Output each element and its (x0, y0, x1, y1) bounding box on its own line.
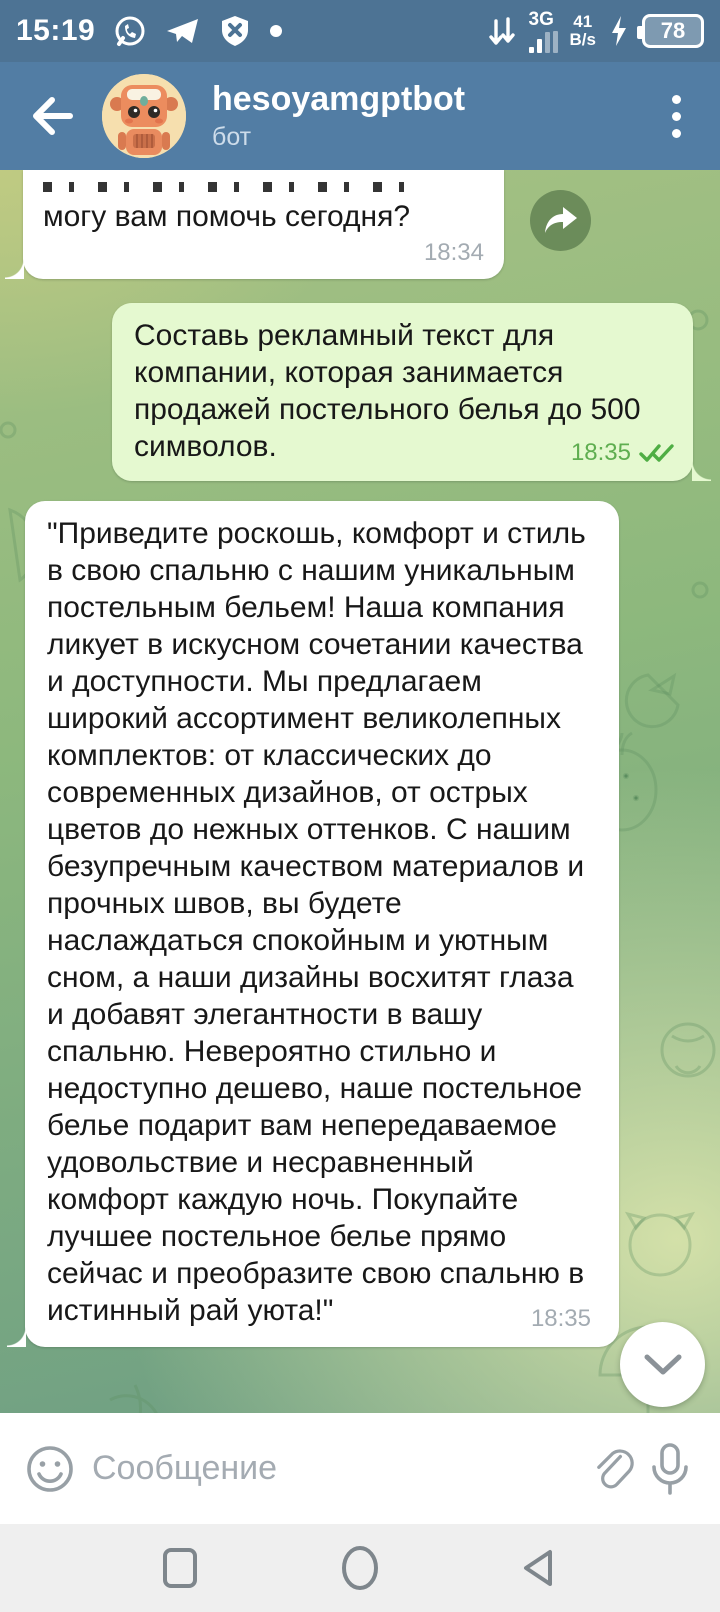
microphone-button[interactable] (642, 1441, 698, 1497)
message-time: 18:34 (423, 239, 484, 266)
chevron-down-icon (643, 1353, 683, 1377)
recents-button[interactable] (140, 1528, 220, 1608)
bot-avatar[interactable] (102, 74, 186, 158)
chat-title: hesoyamgptbot (212, 79, 466, 118)
back-nav-button[interactable] (500, 1528, 580, 1608)
message-list (0, 170, 720, 1413)
emoji-button[interactable] (22, 1441, 78, 1497)
message-incoming-partial[interactable] (23, 170, 504, 279)
whatsapp-icon (113, 14, 147, 48)
message-time: 18:35 (570, 439, 631, 466)
shield-x-icon (219, 14, 251, 48)
forward-button[interactable] (530, 190, 591, 251)
back-button[interactable] (20, 84, 84, 148)
message-text: "Приведите роскошь, комфорт и стиль в свою спальню с нашим уникальным постельным бельем! Наша компания ликует в искусном сочетании качества и доступности. Мы предлагаем широкий ассортимент великолепных комплектов: от классических до современных дизайнов, от острых цветов до нежных оттенков. С нашим безупречным качеством материалов и прочных швов, вы будете наслаждаться спокойным и уютным сном, а наши дизайны восхитят глаза и добавят элегантности в вашу спальню. Невероятно стильно и недоступно дешево, наше постельное белье подарит вам непередаваемое удовольствие и несравненный комфорт каждую ночь. Покупайте лучшее постельное белье прямо сейчас и преобразите свою спальню в истинный рай уюта!" (47, 517, 586, 1327)
clipped-text-fragments (43, 182, 422, 192)
notification-dot (269, 24, 283, 38)
battery-level: 78 (660, 18, 686, 43)
network-speed (570, 13, 596, 49)
message-text: Составь рекламный текст для компании, которая занимается продажей постельного белья до 500 символов. (134, 319, 641, 463)
status-bar (0, 0, 720, 62)
chat-header (0, 62, 720, 170)
android-nav-bar (0, 1524, 720, 1612)
message-input[interactable] (92, 1449, 586, 1488)
message-composer (0, 1413, 720, 1524)
chat-title-block[interactable] (212, 80, 465, 152)
attach-paperclip-button[interactable] (586, 1441, 642, 1497)
home-button[interactable] (320, 1528, 400, 1608)
network-type-label: 3G (528, 8, 554, 30)
signal-indicator (529, 10, 558, 53)
message-time: 18:35 (530, 1305, 591, 1332)
charging-bolt-icon (608, 14, 630, 48)
speed-value: 41 (573, 12, 593, 32)
data-arrows-icon (487, 13, 517, 49)
chat-subtitle: бот (212, 123, 252, 152)
telegram-icon (165, 15, 201, 47)
message-text: могу вам помочь сегодня? (43, 200, 411, 233)
battery-indicator (642, 14, 704, 48)
message-outgoing[interactable] (112, 303, 693, 481)
clock: 15:19 (16, 14, 96, 47)
signal-bars-icon (529, 31, 558, 53)
read-checks-icon (639, 442, 675, 464)
message-incoming-long[interactable] (25, 501, 619, 1347)
scroll-to-bottom-button[interactable] (620, 1322, 705, 1407)
menu-kebab-button[interactable] (652, 84, 700, 148)
speed-unit: B/s (569, 30, 596, 49)
